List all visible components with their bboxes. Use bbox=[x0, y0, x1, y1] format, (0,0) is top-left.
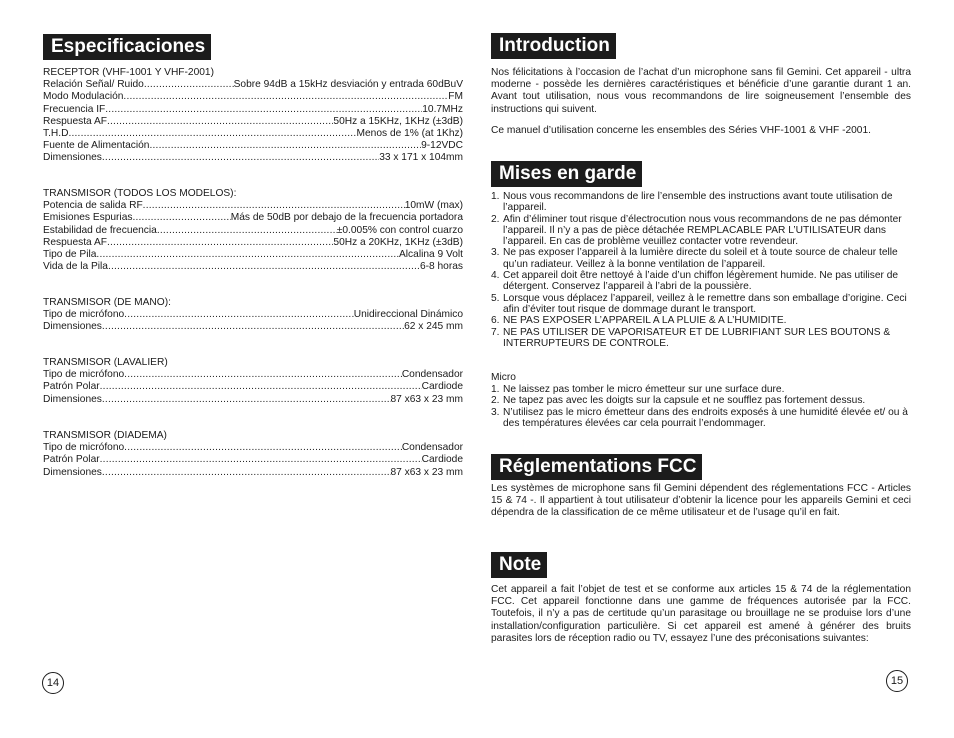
spec-row bbox=[43, 394, 463, 406]
list-item-text: Ne pas exposer l’appareil à la lumière directe du soleil et à toute source de chaleur telle qu’un radiateur. Veillez à la bonne ventilation de l’appareil. bbox=[503, 247, 898, 270]
list-item bbox=[491, 214, 911, 248]
list-item-text: N’utilisez pas le micro émetteur dans des endroits exposés à une humidité élevée et/ ou à des températures élevées car cela pourrait l’endommager. bbox=[503, 406, 908, 429]
spec-label: Modo Modulación bbox=[43, 91, 124, 103]
spec-row bbox=[43, 467, 463, 479]
list-item-text: NE PAS UTILISER DE VAPORISATEUR ET DE LUBRIFIANT SUR LES BOUTONS & INTERRUPTEURS DE CONTROLE. bbox=[503, 326, 891, 349]
leader-dots bbox=[108, 261, 420, 273]
list-item-number: 7. bbox=[491, 326, 500, 338]
spec-row bbox=[43, 212, 463, 224]
mises-en-garde-heading: Mises en garde bbox=[491, 161, 642, 187]
spec-label: Relación Señal/ Ruido bbox=[43, 79, 144, 91]
spec-label: Patrón Polar bbox=[43, 454, 100, 466]
receptor-rows bbox=[43, 79, 463, 164]
reglementations-paragraph: Les systèmes de microphone sans fil Gemini dépendent des réglementations FCC - Articles 15 & 74 -. Il appartient à tout utilisateur d’obtenir la licence pour les appareils Gemini et ceci dépendra de la classification de ce même utilisateur et de l’usage qu’il en fait. bbox=[491, 483, 911, 519]
spec-value: 6-8 horas bbox=[419, 261, 463, 273]
list-item-number: 3. bbox=[491, 406, 500, 418]
list-item-text: Afin d’éliminer tout risque d’électrocution nous vous recommandons de ne pas démonter l’appareil. Il n’y a pas de pièce détachée REMPLACABLE PAR L’UTILISATEUR dans l’appareil. En cas de problème veuillez contacter votre revendeur. bbox=[503, 213, 902, 248]
spec-label: Respuesta AF bbox=[43, 115, 107, 127]
transmisor-lavalier-specs bbox=[43, 357, 463, 406]
spec-label: Respuesta AF bbox=[43, 236, 107, 248]
receptor-specs bbox=[43, 67, 463, 165]
transmisor-mano-rows bbox=[43, 309, 463, 333]
spec-label: Dimensiones bbox=[43, 466, 102, 478]
transmisor-todos-specs bbox=[43, 188, 463, 273]
leader-dots bbox=[107, 237, 333, 249]
transmisor-diadema-title: TRANSMISOR (DIADEMA) bbox=[43, 430, 167, 441]
spec-value: Condensador bbox=[401, 442, 463, 454]
list-item-number: 1. bbox=[491, 384, 500, 395]
transmisor-mano-title: TRANSMISOR (DE MANO): bbox=[43, 297, 171, 308]
spec-label: Dimensiones bbox=[43, 393, 102, 405]
spec-row bbox=[43, 116, 463, 128]
page-number-left: 14 bbox=[42, 672, 64, 694]
spec-label: Tipo de micrófono bbox=[43, 369, 125, 381]
spec-value: Unidireccional Dinámico bbox=[353, 309, 463, 321]
list-item bbox=[491, 270, 911, 293]
transmisor-todos-title: TRANSMISOR (TODOS LOS MODELOS): bbox=[43, 188, 237, 199]
list-item-text: Lorsque vous déplacez l’appareil, veillez à le remettre dans son emballage d’origine. Ceci afin d’éviter tout risque de dommage durant le transport. bbox=[503, 292, 907, 315]
spec-label: Tipo de micrófono bbox=[43, 442, 125, 454]
receptor-title: RECEPTOR (VHF-1001 Y VHF-2001) bbox=[43, 67, 214, 78]
list-item bbox=[491, 384, 911, 395]
spec-label: Dimensiones bbox=[43, 152, 102, 164]
spec-label: Fuente de Alimentación bbox=[43, 140, 150, 152]
leader-dots bbox=[105, 104, 422, 116]
note-heading: Note bbox=[491, 552, 547, 578]
spec-row bbox=[43, 200, 463, 212]
leader-dots bbox=[123, 91, 448, 103]
leader-dots bbox=[157, 225, 337, 237]
introduction-series-note: Ce manuel d’utilisation concerne les ensembles des Séries VHF-1001 & VHF -2001. bbox=[491, 125, 871, 136]
spec-row bbox=[43, 309, 463, 321]
spec-value: 10mW (max) bbox=[404, 200, 463, 212]
list-item-number: 5. bbox=[491, 292, 500, 304]
transmisor-mano-specs bbox=[43, 297, 463, 334]
leader-dots bbox=[102, 394, 391, 406]
spec-value: FM bbox=[448, 91, 463, 103]
list-item bbox=[491, 327, 911, 350]
leader-dots bbox=[102, 152, 379, 164]
spec-row bbox=[43, 140, 463, 152]
spec-label: Emisiones Espurias bbox=[43, 212, 133, 224]
spec-row bbox=[43, 91, 463, 103]
spec-label: Tipo de Pila bbox=[43, 248, 97, 260]
spec-value: 10.7MHz bbox=[422, 103, 463, 115]
list-item-text: Ne laissez pas tomber le micro émetteur sur une surface dure. bbox=[503, 384, 785, 395]
spec-label: Dimensiones bbox=[43, 321, 102, 333]
leader-dots bbox=[102, 321, 404, 333]
spec-row bbox=[43, 381, 463, 393]
spec-row bbox=[43, 369, 463, 381]
transmisor-lavalier-title: TRANSMISOR (LAVALIER) bbox=[43, 357, 168, 368]
spec-value: 87 x63 x 23 mm bbox=[390, 393, 463, 405]
introduction-paragraph: Nos félicitations à l’occasion de l’achat d’un microphone sans fil Gemini. Cet appareil - ultra moderne - possède les dernières caractéristiques et bénéficie d’une garantie durant 1 an. Avant tout utilisation, nous vous recommandons de lire soigneusement l’ensemble des instructions qui suivent. bbox=[491, 67, 911, 115]
spec-value: Alcalina 9 Volt bbox=[399, 248, 463, 260]
list-item bbox=[491, 395, 911, 406]
micro-title: Micro bbox=[491, 372, 516, 383]
spec-value: Sobre 94dB a 15kHz desviación y entrada 60dBuV bbox=[233, 79, 463, 91]
list-item-text: NE PAS EXPOSER L’APPAREIL A LA PLUIE & A L’HUMIDITE. bbox=[503, 315, 787, 327]
spec-value: Más de 50dB por debajo de la frecuencia portadora bbox=[230, 212, 463, 224]
leader-dots bbox=[124, 309, 354, 321]
spec-label: Potencia de salida RF bbox=[43, 200, 143, 212]
spec-label: Vida de la Pila bbox=[43, 261, 108, 273]
leader-dots bbox=[144, 79, 234, 91]
spec-value: 33 x 171 x 104mm bbox=[379, 152, 463, 164]
leader-dots bbox=[107, 116, 333, 128]
spec-label: Patrón Polar bbox=[43, 381, 100, 393]
transmisor-diadema-rows bbox=[43, 442, 463, 479]
spec-row bbox=[43, 454, 463, 466]
spec-row bbox=[43, 261, 463, 273]
leader-dots bbox=[96, 249, 399, 261]
spec-value: 50Hz a 20KHz, 1KHz (±3dB) bbox=[333, 236, 463, 248]
list-item-number: 3. bbox=[491, 247, 500, 259]
spec-row bbox=[43, 225, 463, 237]
note-paragraph: Cet appareil a fait l’objet de test et se conforme aux articles 15 & 74 de la réglementation FCC. Cet appareil fonctionne dans une gamme de fréquences autorisée par la FCC. Toutefois, il n’y a pas de certitude qu’un parasitage ou brouillage ne se produise lors d’une installation/configuration particulière. Si cet appareil est amené à générer des bruits parasites lors de réception radio ou TV, essayez l’une des préconisations suivantes: bbox=[491, 584, 911, 644]
leader-dots bbox=[132, 212, 230, 224]
list-item bbox=[491, 293, 911, 316]
spec-row bbox=[43, 104, 463, 116]
leader-dots bbox=[149, 140, 421, 152]
transmisor-todos-rows bbox=[43, 200, 463, 273]
list-item-text: Nous vous recommandons de lire l’ensemble des instructions avant toute utilisation de l’appareil. bbox=[503, 191, 893, 214]
list-item bbox=[491, 247, 911, 270]
spec-row bbox=[43, 152, 463, 164]
spec-value: Condensador bbox=[401, 369, 463, 381]
leader-dots bbox=[143, 200, 405, 212]
transmisor-lavalier-rows bbox=[43, 369, 463, 406]
leader-dots bbox=[102, 467, 391, 479]
spec-row bbox=[43, 321, 463, 333]
reglementations-heading: Réglementations FCC bbox=[491, 454, 702, 480]
spec-value: 9-12VDC bbox=[421, 140, 463, 152]
list-item-text: Ne tapez pas avec les doigts sur la capsule et ne soufflez pas fortement dessus. bbox=[503, 395, 866, 407]
page-number-right: 15 bbox=[886, 670, 908, 692]
leader-dots bbox=[124, 369, 402, 381]
leader-dots bbox=[124, 442, 402, 454]
micro-list bbox=[491, 384, 911, 429]
spec-value: 87 x63 x 23 mm bbox=[390, 466, 463, 478]
list-item-number: 2. bbox=[491, 395, 500, 407]
spec-value: Menos de 1% (at 1Khz) bbox=[356, 127, 463, 139]
spec-label: Tipo de micrófono bbox=[43, 309, 125, 321]
spec-value: Cardiode bbox=[421, 381, 463, 393]
list-item-number: 2. bbox=[491, 213, 500, 225]
list-item-text: Cet appareil doit être nettoyé à l’aide d’un chiffon légèrement humide. Ne pas utiliser de détergent. Conservez l’appareil à l’abri de la poussière. bbox=[503, 270, 899, 293]
spec-row bbox=[43, 128, 463, 140]
spec-row bbox=[43, 249, 463, 261]
list-item-number: 4. bbox=[491, 270, 500, 282]
spec-value: Cardiode bbox=[421, 454, 463, 466]
list-item-number: 1. bbox=[491, 191, 500, 202]
spec-value: ±0.005% con control cuarzo bbox=[336, 224, 463, 236]
list-item bbox=[491, 407, 911, 430]
list-item bbox=[491, 191, 911, 214]
spec-label: Estabilidad de frecuencia bbox=[43, 224, 157, 236]
list-item-number: 6. bbox=[491, 315, 500, 327]
list-item bbox=[491, 315, 911, 326]
leader-dots bbox=[100, 381, 422, 393]
spec-label: T.H.D bbox=[43, 127, 69, 139]
transmisor-diadema-specs bbox=[43, 430, 463, 479]
spec-value: 50Hz a 15KHz, 1KHz (±3dB) bbox=[333, 115, 463, 127]
spec-value: 62 x 245 mm bbox=[404, 321, 463, 333]
spec-row bbox=[43, 237, 463, 249]
introduction-heading: Introduction bbox=[491, 33, 616, 59]
mises-en-garde-list bbox=[491, 191, 911, 349]
spec-label: Frecuencia IF bbox=[43, 103, 106, 115]
especificaciones-heading: Especificaciones bbox=[43, 34, 211, 60]
leader-dots bbox=[100, 454, 422, 466]
spec-row bbox=[43, 442, 463, 454]
spec-row bbox=[43, 79, 463, 91]
leader-dots bbox=[68, 128, 356, 140]
